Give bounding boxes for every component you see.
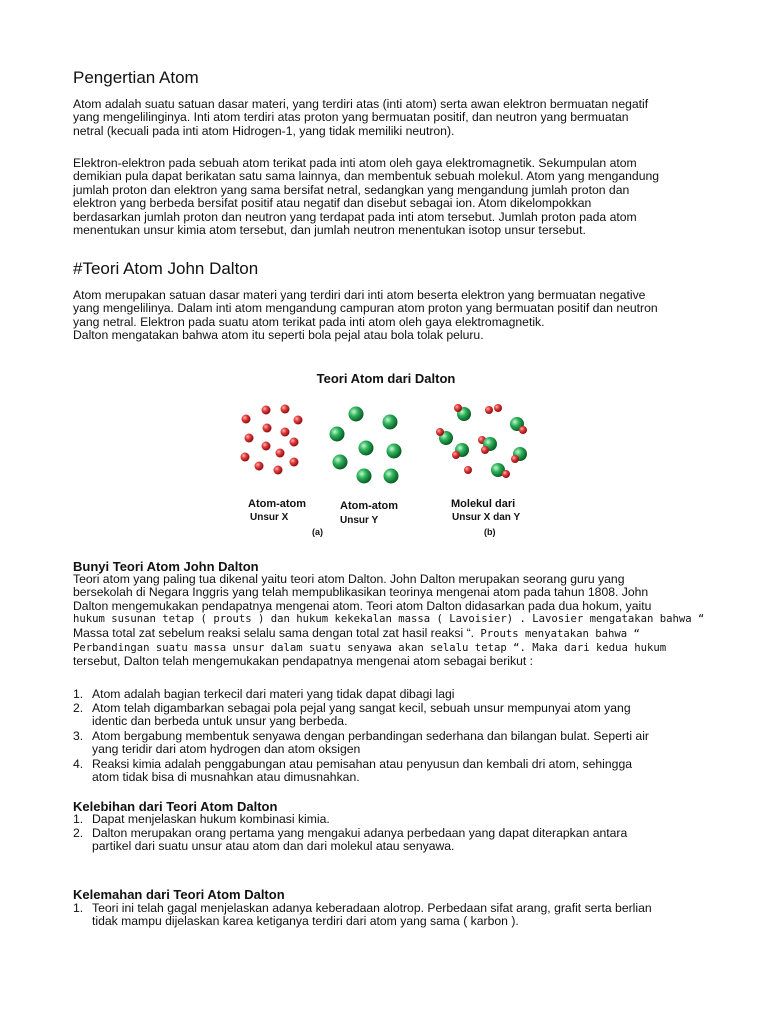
list-number: 1. xyxy=(73,687,84,701)
text-line: Atom telah digambarkan sebagai pola pejal yang sangat kecil, sebuah unsur mempunyai atom yang xyxy=(92,701,631,715)
text-line: Dalton mengatakan bahwa atom itu seperti bola pejal atau bola tolak peluru. xyxy=(73,328,484,343)
text-line: demikian pula dapat berikatan satu sama lainnya, dan membentuk sebuah molekul. Atom yang mengandung xyxy=(73,169,660,184)
atoms-unsur-x xyxy=(241,405,303,475)
list-number: 4. xyxy=(73,757,84,771)
paragraph-pengertian-1 xyxy=(73,98,703,138)
label-a: (a) xyxy=(312,527,323,537)
section-title-kelebihan: Kelebihan dari Teori Atom Dalton xyxy=(73,799,278,814)
green-atom xyxy=(387,444,402,459)
list-text xyxy=(92,758,632,785)
green-atom xyxy=(359,441,374,456)
figure-title: Teori Atom dari Dalton xyxy=(316,371,456,386)
text-line: Dalton merupakan orang pertama yang mengakui adanya perbedaan yang dapat diterapkan antara xyxy=(92,826,628,840)
text-line: partikel dari suatu unsur atau atom dan dari molekul atau senyawa. xyxy=(92,839,455,854)
text-line: berdasarkan jumlah proton dan neutron yang terdapat pada inti atom tersebut. Jumlah proton pada atom xyxy=(73,209,637,224)
red-atom xyxy=(454,404,462,412)
text-line: yang mengelilinginya. Inti atom terdiri atas proton yang bermuatan positif, dan neutron yang bermuatan xyxy=(73,110,629,125)
text-line: netral (kecuali pada inti atom Hidrogen-1, yang tidak memiliki neutron). xyxy=(73,123,455,138)
text-line: bersekolah di Negara Inggris yang telah mempublikasikan teorinya mengenai atom pada tahun 1808. John xyxy=(73,585,649,600)
text-line: Atom adalah bagian terkecil dari materi yang tidak dapat dibagi lagi xyxy=(92,687,455,701)
list-text xyxy=(92,827,627,854)
text-line: identic dan berbeda untuk unsur yang berbeda. xyxy=(92,714,348,729)
red-atom xyxy=(245,434,254,443)
red-atom xyxy=(242,415,251,424)
text-fragment: Perbandingan suatu massa unsur dalam suatu senyawa akan selalu tetap “. xyxy=(73,642,526,655)
text-line: Atom merupakan satuan dasar materi yang terdiri dari inti atom beserta elektron yang bermuatan negative xyxy=(73,288,646,302)
green-atom xyxy=(383,415,398,430)
paragraph-dalton-intro xyxy=(73,289,703,343)
green-atom xyxy=(349,407,364,422)
list-number: 1. xyxy=(73,901,84,915)
list-text xyxy=(92,688,454,701)
section-title-dalton: #Teori Atom John Dalton xyxy=(73,259,259,278)
text-line: Atom bergabung membentuk senyawa dengan perbandingan sederhana dan bilangan bulat. Seperti air xyxy=(92,729,649,743)
red-atom xyxy=(485,406,493,414)
red-atom xyxy=(436,428,444,436)
red-atom xyxy=(262,442,271,451)
red-atom xyxy=(263,424,272,433)
label-atom-atom-x: Atom-atom xyxy=(248,498,307,510)
text-line: Dapat menjelaskan hukum kombinasi kimia. xyxy=(92,812,330,826)
text-line: yang teridir dari atom hydrogen dan atom oksigen xyxy=(92,742,361,757)
label-atom-atom-y: Atom-atom xyxy=(340,500,399,512)
label-molekul: Molekul dari xyxy=(451,498,516,510)
red-atom xyxy=(281,428,290,437)
dalton-atom-figure xyxy=(236,362,536,542)
text-line: atom tidak bisa di musnahkan atau dimusnahkan. xyxy=(92,770,360,785)
paragraph-pengertian-2 xyxy=(73,157,703,237)
list-number: 3. xyxy=(73,729,84,743)
list-number: 2. xyxy=(73,701,84,715)
label-unsur-x: Unsur X xyxy=(250,512,289,523)
red-atom xyxy=(281,405,290,414)
text-line: tidak mampu dijelaskan karea ketiganya terdiri dari atom yang sama ( karbon ). xyxy=(92,914,519,929)
text-line: elektron yang berbeda bersifat positif atau negatif dan disebut sebagai ion. Atom dikelompokkan xyxy=(73,196,592,211)
list-number: 2. xyxy=(73,826,84,840)
text-line: Dalton mengemukakan pendapatnya mengenai atom. Teori atom Dalton didasarkan pada dua hokum, yaitu xyxy=(73,598,652,613)
text-line: Teori ini telah gagal menjelaskan adanya keberadaan alotrop. Perbedaan sifat arang, grafit serta berlian xyxy=(92,901,652,915)
text-line: hukum susunan tetap ( prouts ) dan hukum kekekalan massa ( Lavoisier) . Lavosier mengatakan bahwa “ xyxy=(73,613,705,626)
red-atom xyxy=(519,426,527,434)
list-number: 1. xyxy=(73,812,84,826)
text-line: Teori atom yang paling tua dikenal yaitu teori atom Dalton. John Dalton merupakan seorang guru yang xyxy=(73,572,625,586)
text-line: jumlah proton dan elektron yang sama bersifat netral, sedangkan yang mengandung jumlah proton dan xyxy=(73,182,630,197)
text-line: yang netral. Elektron pada suatu atom terikat pada inti atom oleh gaya elektromagnetik. xyxy=(73,314,545,329)
red-atom xyxy=(241,453,250,462)
label-unsur-y: Unsur Y xyxy=(340,515,379,526)
text-line xyxy=(73,627,703,641)
red-atom xyxy=(255,462,264,471)
text-fragment: Massa total zat sebelum reaksi selalu sama dengan total zat hasil reaksi “. xyxy=(73,625,475,640)
list-text xyxy=(92,902,652,929)
red-atom xyxy=(274,466,283,475)
red-atom xyxy=(290,458,299,467)
text-line: yang mengelilinya. Dalam inti atom mengandung campuran atom proton yang bermuatan positif dan neutron xyxy=(73,301,658,316)
red-atom xyxy=(502,470,510,478)
red-atom xyxy=(511,455,519,463)
paragraph-bunyi xyxy=(73,573,703,669)
section-title-bunyi: Bunyi Teori Atom John Dalton xyxy=(73,559,259,574)
red-atom xyxy=(481,446,489,454)
label-unsur-x-dan-y: Unsur X dan Y xyxy=(452,512,521,523)
label-b: (b) xyxy=(484,527,496,537)
text-line: Atom adalah suatu satuan dasar materi, yang terdiri atas (inti atom) serta awan elektron bermuatan negatif xyxy=(73,97,649,111)
red-atom xyxy=(294,416,303,425)
green-atom xyxy=(333,455,348,470)
green-atom xyxy=(357,469,372,484)
text-line xyxy=(73,641,703,655)
green-atom xyxy=(330,427,345,442)
red-atom xyxy=(494,404,502,412)
text-line: Reaksi kimia adalah penggabungan atau pemisahan atau penyusun dan kembali dri atom, sehingga xyxy=(92,757,633,771)
molecules-unsur-xy xyxy=(436,404,527,478)
dalton-figure-svg xyxy=(236,362,536,542)
red-atom xyxy=(452,451,460,459)
red-atom xyxy=(464,466,472,474)
text-fragment: Prouts menyatakan bahwa “ xyxy=(474,627,640,640)
green-atom xyxy=(384,469,399,484)
atoms-unsur-y xyxy=(330,407,402,484)
text-line: tersebut, Dalton telah mengemukakan pendapatnya mengenai atom sebagai berikut : xyxy=(73,654,534,669)
red-atom xyxy=(276,449,285,458)
text-line: Elektron-elektron pada sebuah atom terikat pada inti atom oleh gaya elektromagnetik. Sekumpulan atom xyxy=(73,156,637,170)
text-line: menentukan unsur kimia atom tersebut, dan jumlah neutron menentukan isotop unsur tersebut. xyxy=(73,223,586,238)
section-title-kelemahan: Kelemahan dari Teori Atom Dalton xyxy=(73,887,285,902)
text-fragment: Maka dari kedua hukum xyxy=(525,642,667,655)
red-atom xyxy=(262,406,271,415)
list-text xyxy=(92,813,330,826)
list-text xyxy=(92,702,631,729)
red-atom xyxy=(290,438,299,447)
section-title-pengertian: Pengertian Atom xyxy=(73,68,199,87)
list-text xyxy=(92,730,649,757)
